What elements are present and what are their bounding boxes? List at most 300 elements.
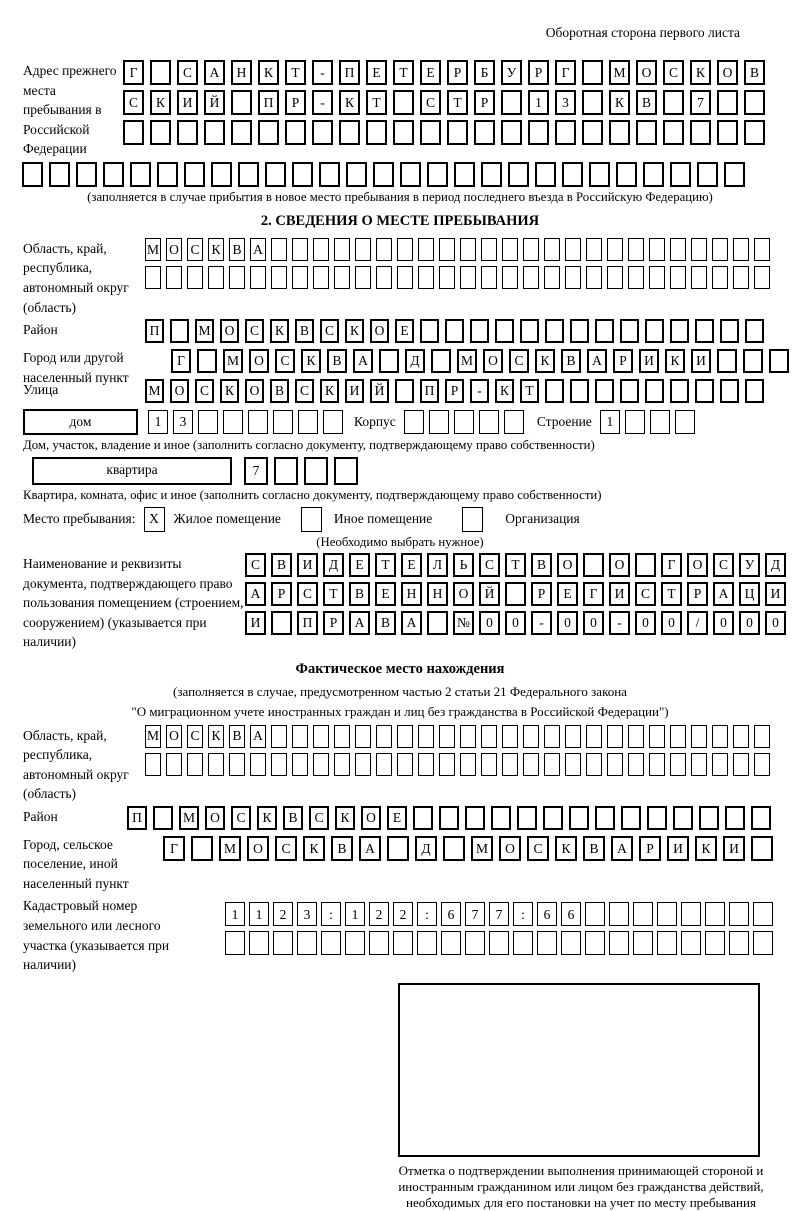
char-cell[interactable] [420, 319, 439, 343]
char-cell[interactable]: С [245, 319, 264, 343]
char-cell[interactable] [754, 725, 770, 748]
char-cell[interactable]: Ц [739, 582, 760, 606]
char-cell[interactable] [695, 379, 714, 403]
char-cell[interactable]: В [636, 90, 657, 115]
char-cell[interactable]: К [335, 806, 355, 830]
char-cell[interactable]: С [275, 349, 295, 373]
char-cell[interactable] [720, 379, 739, 403]
char-cell[interactable]: К [495, 379, 514, 403]
char-cell[interactable] [523, 753, 539, 776]
char-cell[interactable] [609, 931, 629, 955]
char-cell[interactable] [250, 266, 266, 289]
char-cell[interactable]: А [353, 349, 373, 373]
char-cell[interactable]: С [275, 836, 297, 861]
char-cell[interactable]: С [509, 349, 529, 373]
char-cell[interactable] [717, 90, 738, 115]
char-cell[interactable] [420, 120, 441, 145]
char-cell[interactable] [454, 162, 475, 187]
char-cell[interactable] [565, 238, 581, 261]
char-cell[interactable] [724, 162, 745, 187]
char-cell[interactable]: Р [528, 60, 549, 85]
char-cell[interactable]: Т [375, 553, 396, 577]
char-cell[interactable]: Е [387, 806, 407, 830]
char-cell[interactable]: С [245, 553, 266, 577]
char-cell[interactable]: И [691, 349, 711, 373]
char-cell[interactable] [544, 266, 560, 289]
char-cell[interactable]: О [170, 379, 189, 403]
char-cell[interactable] [231, 90, 252, 115]
char-cell[interactable]: О [557, 553, 578, 577]
char-cell[interactable] [443, 836, 465, 861]
char-cell[interactable]: К [555, 836, 577, 861]
char-cell[interactable] [712, 266, 728, 289]
char-cell[interactable] [447, 120, 468, 145]
char-cell[interactable]: О [166, 725, 182, 748]
char-cell[interactable] [582, 120, 603, 145]
char-cell[interactable]: И [639, 349, 659, 373]
char-cell[interactable]: К [303, 836, 325, 861]
char-cell[interactable] [273, 931, 293, 955]
char-cell[interactable]: М [223, 349, 243, 373]
char-cell[interactable]: В [283, 806, 303, 830]
char-cell[interactable] [339, 120, 360, 145]
char-cell[interactable] [418, 725, 434, 748]
char-cell[interactable] [204, 120, 225, 145]
char-cell[interactable] [513, 931, 533, 955]
char-cell[interactable] [595, 806, 615, 830]
char-cell[interactable]: В [229, 725, 245, 748]
char-cell[interactable]: Е [375, 582, 396, 606]
char-cell[interactable] [607, 238, 623, 261]
char-cell[interactable]: Т [366, 90, 387, 115]
char-cell[interactable] [589, 162, 610, 187]
char-cell[interactable] [681, 902, 701, 926]
char-cell[interactable] [292, 753, 308, 776]
char-cell[interactable]: А [250, 725, 266, 748]
char-cell[interactable] [520, 319, 539, 343]
char-cell[interactable] [616, 162, 637, 187]
char-cell[interactable]: О [609, 553, 630, 577]
char-cell[interactable]: Т [520, 379, 539, 403]
char-cell[interactable] [544, 753, 560, 776]
char-cell[interactable] [271, 725, 287, 748]
char-cell[interactable] [250, 753, 266, 776]
char-cell[interactable]: П [127, 806, 147, 830]
char-cell[interactable] [712, 238, 728, 261]
char-cell[interactable] [501, 90, 522, 115]
char-cell[interactable]: П [145, 319, 164, 343]
char-cell[interactable] [523, 725, 539, 748]
char-cell[interactable] [502, 753, 518, 776]
char-cell[interactable]: С [187, 238, 203, 261]
char-cell[interactable] [470, 319, 489, 343]
char-cell[interactable]: Р [531, 582, 552, 606]
char-cell[interactable] [479, 410, 499, 434]
char-cell[interactable] [663, 90, 684, 115]
char-cell[interactable]: С [320, 319, 339, 343]
char-cell[interactable] [545, 319, 564, 343]
char-cell[interactable] [565, 753, 581, 776]
char-cell[interactable] [717, 120, 738, 145]
char-cell[interactable]: Р [687, 582, 708, 606]
char-cell[interactable]: Т [323, 582, 344, 606]
char-cell[interactable] [313, 753, 329, 776]
char-cell[interactable] [292, 725, 308, 748]
char-cell[interactable]: К [345, 319, 364, 343]
char-cell[interactable] [495, 319, 514, 343]
char-cell[interactable] [225, 931, 245, 955]
char-cell[interactable]: Т [661, 582, 682, 606]
char-cell[interactable] [465, 806, 485, 830]
char-cell[interactable] [321, 931, 341, 955]
char-cell[interactable]: У [739, 553, 760, 577]
char-cell[interactable] [705, 931, 725, 955]
char-cell[interactable] [166, 266, 182, 289]
char-cell[interactable] [397, 753, 413, 776]
char-cell[interactable]: Е [395, 319, 414, 343]
char-cell[interactable]: Ь [453, 553, 474, 577]
char-cell[interactable]: Т [505, 553, 526, 577]
char-cell[interactable] [543, 806, 563, 830]
char-cell[interactable] [273, 410, 293, 434]
char-cell[interactable] [345, 931, 365, 955]
char-cell[interactable]: 1 [148, 410, 168, 434]
char-cell[interactable] [481, 266, 497, 289]
char-cell[interactable]: И [667, 836, 689, 861]
char-cell[interactable] [645, 379, 664, 403]
char-cell[interactable]: Р [323, 611, 344, 635]
char-cell[interactable]: 0 [765, 611, 786, 635]
char-cell[interactable]: В [229, 238, 245, 261]
char-cell[interactable] [733, 753, 749, 776]
char-cell[interactable] [397, 238, 413, 261]
char-cell[interactable]: В [583, 836, 605, 861]
char-cell[interactable]: А [401, 611, 422, 635]
char-cell[interactable] [733, 725, 749, 748]
char-cell[interactable]: 1 [345, 902, 365, 926]
char-cell[interactable]: 2 [369, 902, 389, 926]
char-cell[interactable] [150, 120, 171, 145]
char-cell[interactable]: Г [555, 60, 576, 85]
char-cell[interactable] [621, 806, 641, 830]
char-cell[interactable] [717, 349, 737, 373]
char-cell[interactable] [418, 266, 434, 289]
char-cell[interactable] [393, 931, 413, 955]
char-cell[interactable]: А [587, 349, 607, 373]
char-cell[interactable]: 3 [555, 90, 576, 115]
char-cell[interactable]: А [349, 611, 370, 635]
char-cell[interactable]: Р [285, 90, 306, 115]
char-cell[interactable] [439, 725, 455, 748]
char-cell[interactable] [211, 162, 232, 187]
char-cell[interactable]: 7 [690, 90, 711, 115]
char-cell[interactable]: К [535, 349, 555, 373]
char-cell[interactable] [460, 725, 476, 748]
char-cell[interactable] [481, 162, 502, 187]
char-cell[interactable] [569, 806, 589, 830]
char-cell[interactable] [145, 753, 161, 776]
char-cell[interactable] [537, 931, 557, 955]
char-cell[interactable] [229, 266, 245, 289]
char-cell[interactable]: К [609, 90, 630, 115]
char-cell[interactable]: / [687, 611, 708, 635]
char-cell[interactable] [670, 162, 691, 187]
char-cell[interactable]: С [713, 553, 734, 577]
char-cell[interactable]: С [309, 806, 329, 830]
char-cell[interactable] [609, 120, 630, 145]
char-cell[interactable] [395, 379, 414, 403]
char-cell[interactable] [376, 753, 392, 776]
char-cell[interactable] [502, 266, 518, 289]
char-cell[interactable]: И [345, 379, 364, 403]
char-cell[interactable]: 0 [583, 611, 604, 635]
char-cell[interactable] [130, 162, 151, 187]
char-cell[interactable] [445, 319, 464, 343]
char-cell[interactable] [238, 162, 259, 187]
char-cell[interactable] [441, 931, 461, 955]
char-cell[interactable] [649, 725, 665, 748]
char-cell[interactable]: - [312, 60, 333, 85]
char-cell[interactable]: 0 [505, 611, 526, 635]
char-cell[interactable]: В [349, 582, 370, 606]
char-cell[interactable] [628, 725, 644, 748]
char-cell[interactable] [582, 90, 603, 115]
char-cell[interactable] [460, 266, 476, 289]
char-cell[interactable] [417, 931, 437, 955]
apartment-box[interactable]: квартира [32, 457, 232, 485]
char-cell[interactable] [229, 753, 245, 776]
char-cell[interactable] [76, 162, 97, 187]
char-cell[interactable] [670, 238, 686, 261]
char-cell[interactable]: О [636, 60, 657, 85]
char-cell[interactable] [607, 266, 623, 289]
char-cell[interactable] [312, 120, 333, 145]
char-cell[interactable] [197, 349, 217, 373]
char-cell[interactable]: 3 [297, 902, 317, 926]
char-cell[interactable]: С [527, 836, 549, 861]
char-cell[interactable]: 2 [273, 902, 293, 926]
char-cell[interactable] [460, 753, 476, 776]
char-cell[interactable] [454, 410, 474, 434]
char-cell[interactable] [271, 753, 287, 776]
char-cell[interactable] [418, 753, 434, 776]
char-cell[interactable] [663, 120, 684, 145]
char-cell[interactable] [729, 902, 749, 926]
char-cell[interactable]: М [609, 60, 630, 85]
char-cell[interactable]: В [327, 349, 347, 373]
char-cell[interactable] [271, 611, 292, 635]
char-cell[interactable] [198, 410, 218, 434]
char-cell[interactable] [418, 238, 434, 261]
char-cell[interactable] [650, 410, 670, 434]
char-cell[interactable] [400, 162, 421, 187]
char-cell[interactable]: Т [447, 90, 468, 115]
char-cell[interactable] [745, 379, 764, 403]
char-cell[interactable]: О [205, 806, 225, 830]
char-cell[interactable]: Г [583, 582, 604, 606]
char-cell[interactable] [565, 266, 581, 289]
char-cell[interactable] [586, 238, 602, 261]
char-cell[interactable]: Г [163, 836, 185, 861]
char-cell[interactable] [376, 725, 392, 748]
char-cell[interactable]: 7 [465, 902, 485, 926]
char-cell[interactable] [670, 725, 686, 748]
char-cell[interactable] [562, 162, 583, 187]
char-cell[interactable] [570, 319, 589, 343]
char-cell[interactable]: К [690, 60, 711, 85]
char-cell[interactable] [474, 120, 495, 145]
char-cell[interactable]: 7 [489, 902, 509, 926]
char-cell[interactable]: И [245, 611, 266, 635]
char-cell[interactable] [460, 238, 476, 261]
char-cell[interactable] [586, 753, 602, 776]
char-cell[interactable] [657, 931, 677, 955]
char-cell[interactable] [313, 725, 329, 748]
char-cell[interactable]: С [177, 60, 198, 85]
char-cell[interactable] [712, 725, 728, 748]
char-cell[interactable]: О [166, 238, 182, 261]
char-cell[interactable] [258, 120, 279, 145]
char-cell[interactable]: С [420, 90, 441, 115]
char-cell[interactable] [355, 238, 371, 261]
char-cell[interactable] [561, 931, 581, 955]
char-cell[interactable] [675, 410, 695, 434]
char-cell[interactable] [544, 725, 560, 748]
char-cell[interactable]: М [179, 806, 199, 830]
char-cell[interactable] [373, 162, 394, 187]
char-cell[interactable]: И [723, 836, 745, 861]
char-cell[interactable]: Д [323, 553, 344, 577]
char-cell[interactable] [297, 931, 317, 955]
char-cell[interactable] [753, 931, 773, 955]
char-cell[interactable] [670, 319, 689, 343]
char-cell[interactable]: В [271, 553, 292, 577]
char-cell[interactable] [379, 349, 399, 373]
char-cell[interactable] [271, 238, 287, 261]
char-cell[interactable]: В [561, 349, 581, 373]
char-cell[interactable]: К [270, 319, 289, 343]
char-cell[interactable]: О [220, 319, 239, 343]
char-cell[interactable]: В [270, 379, 289, 403]
char-cell[interactable]: 0 [713, 611, 734, 635]
char-cell[interactable] [481, 725, 497, 748]
char-cell[interactable]: Н [427, 582, 448, 606]
char-cell[interactable]: Г [123, 60, 144, 85]
char-cell[interactable] [491, 806, 511, 830]
char-cell[interactable] [334, 753, 350, 776]
char-cell[interactable]: Р [271, 582, 292, 606]
char-cell[interactable] [625, 410, 645, 434]
char-cell[interactable] [501, 120, 522, 145]
char-cell[interactable] [313, 238, 329, 261]
char-cell[interactable] [729, 931, 749, 955]
char-cell[interactable]: К [258, 60, 279, 85]
char-cell[interactable] [231, 120, 252, 145]
char-cell[interactable] [429, 410, 449, 434]
char-cell[interactable] [153, 806, 173, 830]
char-cell[interactable] [265, 162, 286, 187]
char-cell[interactable] [628, 238, 644, 261]
char-cell[interactable]: А [611, 836, 633, 861]
char-cell[interactable]: Д [765, 553, 786, 577]
char-cell[interactable] [681, 931, 701, 955]
char-cell[interactable] [376, 266, 392, 289]
char-cell[interactable] [393, 90, 414, 115]
char-cell[interactable]: 1 [528, 90, 549, 115]
char-cell[interactable]: И [177, 90, 198, 115]
char-cell[interactable] [298, 410, 318, 434]
char-cell[interactable]: - [609, 611, 630, 635]
char-cell[interactable] [657, 902, 677, 926]
char-cell[interactable] [754, 238, 770, 261]
char-cell[interactable] [397, 725, 413, 748]
char-cell[interactable]: С [479, 553, 500, 577]
char-cell[interactable] [673, 806, 693, 830]
char-cell[interactable] [643, 162, 664, 187]
char-cell[interactable] [103, 162, 124, 187]
char-cell[interactable] [570, 379, 589, 403]
char-cell[interactable]: В [531, 553, 552, 577]
char-cell[interactable]: А [245, 582, 266, 606]
char-cell[interactable]: 6 [537, 902, 557, 926]
char-cell[interactable]: Р [445, 379, 464, 403]
char-cell[interactable]: М [195, 319, 214, 343]
char-cell[interactable]: Н [401, 582, 422, 606]
char-cell[interactable]: А [713, 582, 734, 606]
char-cell[interactable]: К [150, 90, 171, 115]
char-cell[interactable] [285, 120, 306, 145]
char-cell[interactable]: К [695, 836, 717, 861]
char-cell[interactable] [582, 60, 603, 85]
char-cell[interactable] [397, 266, 413, 289]
char-cell[interactable]: К [257, 806, 277, 830]
char-cell[interactable] [439, 238, 455, 261]
char-cell[interactable]: П [258, 90, 279, 115]
char-cell[interactable] [376, 238, 392, 261]
char-cell[interactable] [769, 349, 789, 373]
char-cell[interactable] [628, 266, 644, 289]
char-cell[interactable] [545, 379, 564, 403]
char-cell[interactable] [595, 319, 614, 343]
char-cell[interactable]: В [295, 319, 314, 343]
char-cell[interactable]: О [247, 836, 269, 861]
char-cell[interactable]: - [531, 611, 552, 635]
char-cell[interactable]: 2 [393, 902, 413, 926]
char-cell[interactable]: К [220, 379, 239, 403]
char-cell[interactable]: В [375, 611, 396, 635]
char-cell[interactable] [177, 120, 198, 145]
char-cell[interactable] [585, 931, 605, 955]
char-cell[interactable]: Г [171, 349, 191, 373]
char-cell[interactable] [413, 806, 433, 830]
char-cell[interactable] [745, 319, 764, 343]
char-cell[interactable] [271, 266, 287, 289]
char-cell[interactable] [699, 806, 719, 830]
char-cell[interactable] [439, 753, 455, 776]
char-cell[interactable] [523, 238, 539, 261]
char-cell[interactable]: 6 [561, 902, 581, 926]
char-cell[interactable] [187, 266, 203, 289]
char-cell[interactable]: 3 [173, 410, 193, 434]
char-cell[interactable] [691, 725, 707, 748]
char-cell[interactable] [355, 753, 371, 776]
char-cell[interactable]: О [483, 349, 503, 373]
char-cell[interactable]: 0 [557, 611, 578, 635]
char-cell[interactable] [334, 238, 350, 261]
char-cell[interactable]: К [320, 379, 339, 403]
char-cell[interactable] [535, 162, 556, 187]
char-cell[interactable] [355, 725, 371, 748]
